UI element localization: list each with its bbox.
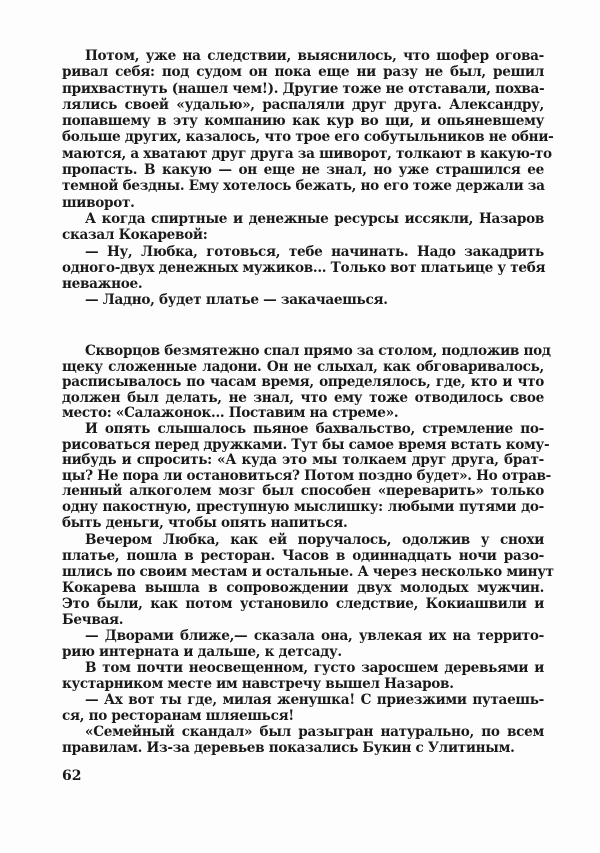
text-line: прихвастнуть (нашел чем!). Другие тоже не отставали, похва- xyxy=(62,80,545,97)
paragraph xyxy=(62,343,551,422)
text-line: «Семейный скандал» был разыгран натурально, по всем xyxy=(85,724,544,740)
text-line: В том почти неосвещенном, густо заросшем деревьями и xyxy=(85,660,544,676)
text-line: кустарником месте им навстречу вышел Назаров. xyxy=(62,676,454,692)
paragraph xyxy=(62,532,554,628)
text-line: должен был делать, не знал, что ему тоже отводилось свое xyxy=(62,389,544,406)
text-line: Бечвая. xyxy=(62,612,124,628)
paragraph xyxy=(62,244,544,293)
text-line: А когда спиртные и денежные ресурсы иссякли, Назаров xyxy=(85,210,544,227)
text-line: быть деньги, чтобы опять напиться. xyxy=(62,514,348,531)
paragraph xyxy=(62,48,554,211)
page-number: 62 xyxy=(62,768,82,784)
text-line: лялись своей «удалью», распаляли друг друга. Александру, xyxy=(62,96,544,113)
paragraph xyxy=(62,692,544,724)
paragraph xyxy=(62,660,544,692)
text-line: цы? Не пора ли остановиться? Потом поздно будет». Но отрав- xyxy=(62,467,551,484)
text-line: темной бездны. Ему хотелось бежать, но его тоже держали за xyxy=(62,178,545,195)
text-line: пропасть. В какую — он еще не знал, но уже страшился ее xyxy=(62,162,544,179)
text-line: Это были, как потом установило следствие, Кокиашвили и xyxy=(62,596,544,612)
text-section-1 xyxy=(62,48,554,309)
text-line: рию интерната и дальше, к детсаду. xyxy=(62,644,342,660)
text-line: нибудь и спросить: «А куда это мы толкаем друг друга, брат- xyxy=(62,452,544,469)
text-line: Скворцов безмятежно спал прямо за столом, подложив под xyxy=(85,343,551,359)
text-line: — Ладно, будет платье — закачаешься. xyxy=(85,292,388,309)
text-line: Вечером Любка, как ей поручалось, одолжив у снохи xyxy=(85,532,544,548)
paragraph xyxy=(62,292,544,308)
text-line: сказал Кокаревой: xyxy=(62,227,208,244)
text-line: Потом, уже на следствии, выяснилось, что шофер огова- xyxy=(85,48,544,64)
paragraph xyxy=(62,211,544,244)
text-line: ривал себя: под судом он пока еще ни разу не был, решил xyxy=(62,64,544,81)
text-line: Кокарева вышла в сопровождении двух молодых мужчин. xyxy=(62,580,544,596)
text-line: ся, по ресторанам шляешься! xyxy=(62,708,294,724)
text-line: расписывалось по часам время, определялось, где, кто и что xyxy=(62,374,544,391)
text-line: одну пакостную, преступную мыслишку: любыми путями до- xyxy=(62,498,544,515)
text-line: щеку сложенные ладони. Он не слыхал, как обговаривалось, xyxy=(62,358,544,375)
text-section-3 xyxy=(62,532,554,756)
text-line: рисоваться перед дружками. Тут бы самое время встать кому- xyxy=(62,436,550,453)
text-line: правилам. Из-за деревьев показались Букин с Улитиным. xyxy=(62,740,515,756)
text-line: — Дворами ближе,— сказала она, увлекая их на террито- xyxy=(85,628,544,644)
text-line: маются, а хватают друг друга за шиворот, толкают в какую-то xyxy=(62,145,552,162)
text-line: место: «Салажонок... Поставим на стреме». xyxy=(62,405,399,422)
text-line: шиворот. xyxy=(62,194,135,211)
text-line: платье, пошла в ресторан. Часов в одиннадцать ночи разо- xyxy=(62,548,544,564)
paragraph xyxy=(62,724,544,756)
text-line: попавшему в эту компанию как кур во щи, и опьяневшему xyxy=(62,113,544,130)
text-line: — Ну, Любка, готовься, тебе начинать. Надо закадрить xyxy=(85,243,544,260)
text-line: одного-двух денежных мужиков... Только вот платьице у тебя xyxy=(62,259,546,276)
text-section-2 xyxy=(62,343,551,531)
text-line: неважное. xyxy=(62,276,143,293)
text-line: И опять слышалось пьяное бахвальство, стремление по- xyxy=(85,420,544,437)
text-line: — Ах вот ты где, милая женушка! С приезжими путаешь- xyxy=(85,692,544,708)
text-line: шлись по своим местам и остальные. А через несколько минут xyxy=(62,564,554,580)
text-line: ленный алкоголем мозг был способен «переварить» только xyxy=(62,483,544,500)
paragraph xyxy=(62,420,551,531)
paragraph xyxy=(62,628,544,660)
text-line: больше других, казалось, что трое его собутыльников не обни- xyxy=(62,129,554,146)
